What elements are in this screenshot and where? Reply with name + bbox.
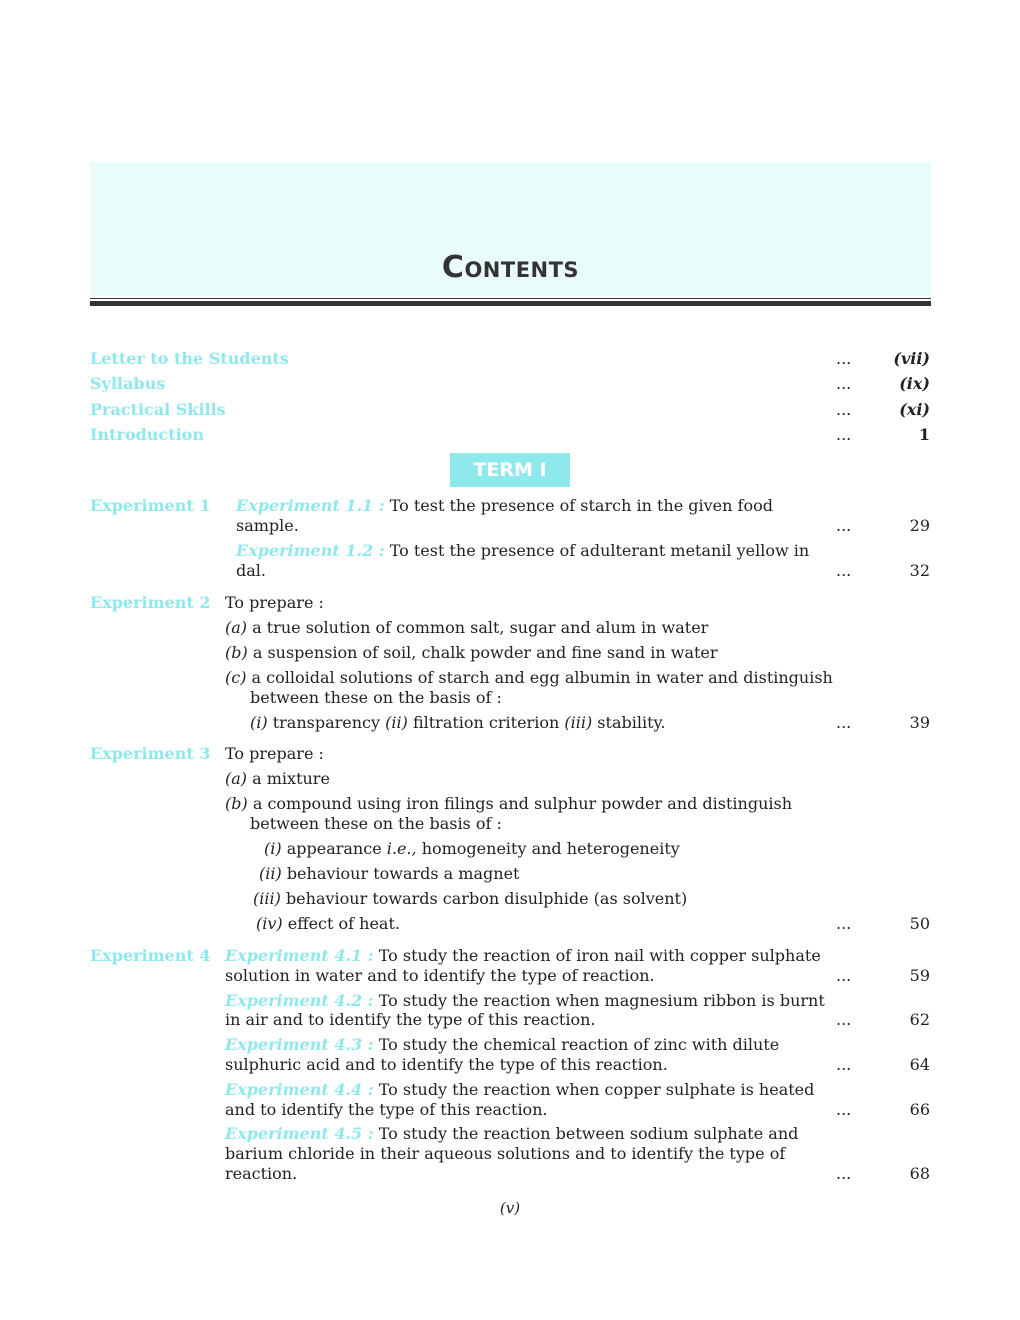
- exp4-3-tag: Experiment 4.3 :: [225, 1035, 374, 1054]
- exp2-ii-mark: (ii): [385, 713, 408, 732]
- exp3-page: 50: [909, 914, 930, 933]
- title-rule-thin: [90, 298, 931, 299]
- toc-letter-dots: ...: [836, 349, 852, 368]
- exp3-iii: [253, 889, 687, 909]
- toc-syllabus-dots: ...: [836, 374, 852, 393]
- exp4-1-line2: solution in water and to identify the type of reaction.: [225, 966, 655, 985]
- exp3-label[interactable]: Experiment 3: [90, 744, 211, 763]
- exp4-label[interactable]: Experiment 4: [90, 946, 211, 965]
- exp4-2-line2: in air and to identify the type of this reaction.: [225, 1010, 596, 1029]
- exp4-3-page: 64: [909, 1055, 930, 1074]
- toc-intro-page: 1: [918, 425, 930, 444]
- exp4-5-tag: Experiment 4.5 :: [225, 1124, 374, 1143]
- exp4-3-text1: To study the chemical reaction of zinc with dilute: [378, 1035, 780, 1054]
- exp3-ii-mark: (ii): [259, 864, 282, 883]
- exp2-c-mark: (c): [225, 668, 247, 687]
- exp4-1-dots: ...: [836, 966, 852, 985]
- exp3-i: [264, 839, 680, 859]
- exp4-2-text1: To study the reaction when magnesium ribbon is burnt: [378, 991, 825, 1010]
- exp4-4-line2: and to identify the type of this reaction.: [225, 1100, 548, 1119]
- exp2-a: [225, 618, 708, 638]
- toc-syllabus-page: (ix): [899, 374, 930, 393]
- exp3-intro: To prepare :: [225, 744, 324, 763]
- exp4-1-page: 59: [909, 966, 930, 985]
- exp4-2-dots: ...: [836, 1010, 852, 1029]
- exp3-b: [225, 794, 792, 814]
- exp1-2-text1: To test the presence of adulterant metanil yellow in: [389, 541, 810, 560]
- exp1-label[interactable]: Experiment 1: [90, 496, 211, 515]
- exp2-c-text2: between these on the basis of :: [250, 688, 502, 707]
- exp2-i-mark: (i): [250, 713, 268, 732]
- toc-intro-dots: ...: [836, 425, 852, 444]
- exp4-5-dots: ...: [836, 1164, 852, 1183]
- exp4-2-page: 62: [909, 1010, 930, 1029]
- toc-skills-label[interactable]: Practical Skills: [90, 400, 226, 419]
- exp3-iii-text: behaviour towards carbon disulphide (as solvent): [285, 889, 688, 908]
- exp1-2-line1: [236, 541, 809, 561]
- exp4-3-dots: ...: [836, 1055, 852, 1074]
- exp3-i-mark: (i): [264, 839, 282, 858]
- exp4-5-line3: reaction.: [225, 1164, 298, 1183]
- exp2-page: 39: [909, 713, 930, 732]
- exp4-3-line1: [225, 1035, 779, 1055]
- exp4-1-tag: Experiment 4.1 :: [225, 946, 374, 965]
- toc-letter-label[interactable]: Letter to the Students: [90, 349, 289, 368]
- exp4-4-tag: Experiment 4.4 :: [225, 1080, 374, 1099]
- exp1-1-tag: Experiment 1.1 :: [236, 496, 385, 515]
- toc-letter-page: (vii): [893, 349, 930, 368]
- exp2-dots: ...: [836, 713, 852, 732]
- exp1-2-page: 32: [909, 561, 930, 580]
- exp4-2-tag: Experiment 4.2 :: [225, 991, 374, 1010]
- exp2-criteria: [250, 713, 666, 733]
- exp3-i-text-post: homogeneity and heterogeneity: [421, 839, 680, 858]
- title-rule-thick: [90, 301, 931, 306]
- exp4-5-text1: To study the reaction between sodium sulphate and: [378, 1124, 799, 1143]
- exp1-1-line1: [236, 496, 773, 516]
- exp1-2-line2: dal.: [236, 561, 266, 580]
- exp3-iv-text: effect of heat.: [287, 914, 400, 933]
- exp2-iii-text: stability.: [597, 713, 666, 732]
- exp3-iii-mark: (iii): [253, 889, 281, 908]
- exp3-b-text2: between these on the basis of :: [250, 814, 502, 833]
- exp3-i-ie: i.e.,: [386, 839, 417, 858]
- exp1-2-tag: Experiment 1.2 :: [236, 541, 385, 560]
- exp3-a-text: a mixture: [252, 769, 330, 788]
- toc-skills-page: (xi): [899, 400, 930, 419]
- exp1-1-dots: ...: [836, 516, 852, 535]
- exp2-label[interactable]: Experiment 2: [90, 593, 211, 612]
- exp4-5-line1: [225, 1124, 798, 1144]
- exp2-a-mark: (a): [225, 618, 248, 637]
- exp2-c-text1: a colloidal solutions of starch and egg albumin in water and distinguish: [251, 668, 833, 687]
- exp3-ii: [259, 864, 519, 884]
- toc-syllabus-label[interactable]: Syllabus: [90, 374, 166, 393]
- exp4-4-page: 66: [909, 1100, 930, 1119]
- exp1-1-line2: sample.: [236, 516, 299, 535]
- exp1-1-text1: To test the presence of starch in the given food: [389, 496, 773, 515]
- exp3-a: [225, 769, 330, 789]
- exp4-5-line2: barium chloride in their aqueous solutions and to identify the type of: [225, 1144, 786, 1163]
- exp3-b-mark: (b): [225, 794, 248, 813]
- exp4-1-text1: To study the reaction of iron nail with copper sulphate: [378, 946, 821, 965]
- exp4-2-line1: [225, 991, 825, 1011]
- exp2-a-text: a true solution of common salt, sugar and alum in water: [252, 618, 709, 637]
- exp2-ii-text: filtration criterion: [412, 713, 560, 732]
- exp1-2-dots: ...: [836, 561, 852, 580]
- page-folio: (v): [499, 1199, 521, 1217]
- exp3-iv-mark: (iv): [256, 914, 283, 933]
- exp2-b-text: a suspension of soil, chalk powder and fine sand in water: [252, 643, 718, 662]
- exp4-5-page: 68: [909, 1164, 930, 1183]
- toc-intro-label[interactable]: Introduction: [90, 425, 204, 444]
- page-title: Contents: [441, 250, 580, 285]
- exp3-ii-text: behaviour towards a magnet: [286, 864, 520, 883]
- exp4-4-text1: To study the reaction when copper sulphate is heated: [378, 1080, 815, 1099]
- exp2-b: [225, 643, 718, 663]
- exp2-b-mark: (b): [225, 643, 248, 662]
- term-badge: TERM I: [450, 453, 570, 487]
- exp2-intro: To prepare :: [225, 593, 324, 612]
- exp3-a-mark: (a): [225, 769, 248, 788]
- exp3-i-text-pre: appearance: [286, 839, 382, 858]
- exp4-1-line1: [225, 946, 821, 966]
- toc-skills-dots: ...: [836, 400, 852, 419]
- exp2-iii-mark: (iii): [564, 713, 593, 732]
- exp3-dots: ...: [836, 914, 852, 933]
- exp3-iv: [256, 914, 400, 934]
- exp4-3-line2: sulphuric acid and to identify the type of this reaction.: [225, 1055, 668, 1074]
- exp4-4-line1: [225, 1080, 814, 1100]
- exp1-1-page: 29: [909, 516, 930, 535]
- exp2-c: [225, 668, 833, 688]
- exp4-4-dots: ...: [836, 1100, 852, 1119]
- exp2-i-text: transparency: [272, 713, 381, 732]
- exp3-b-text1: a compound using iron filings and sulphur powder and distinguish: [252, 794, 793, 813]
